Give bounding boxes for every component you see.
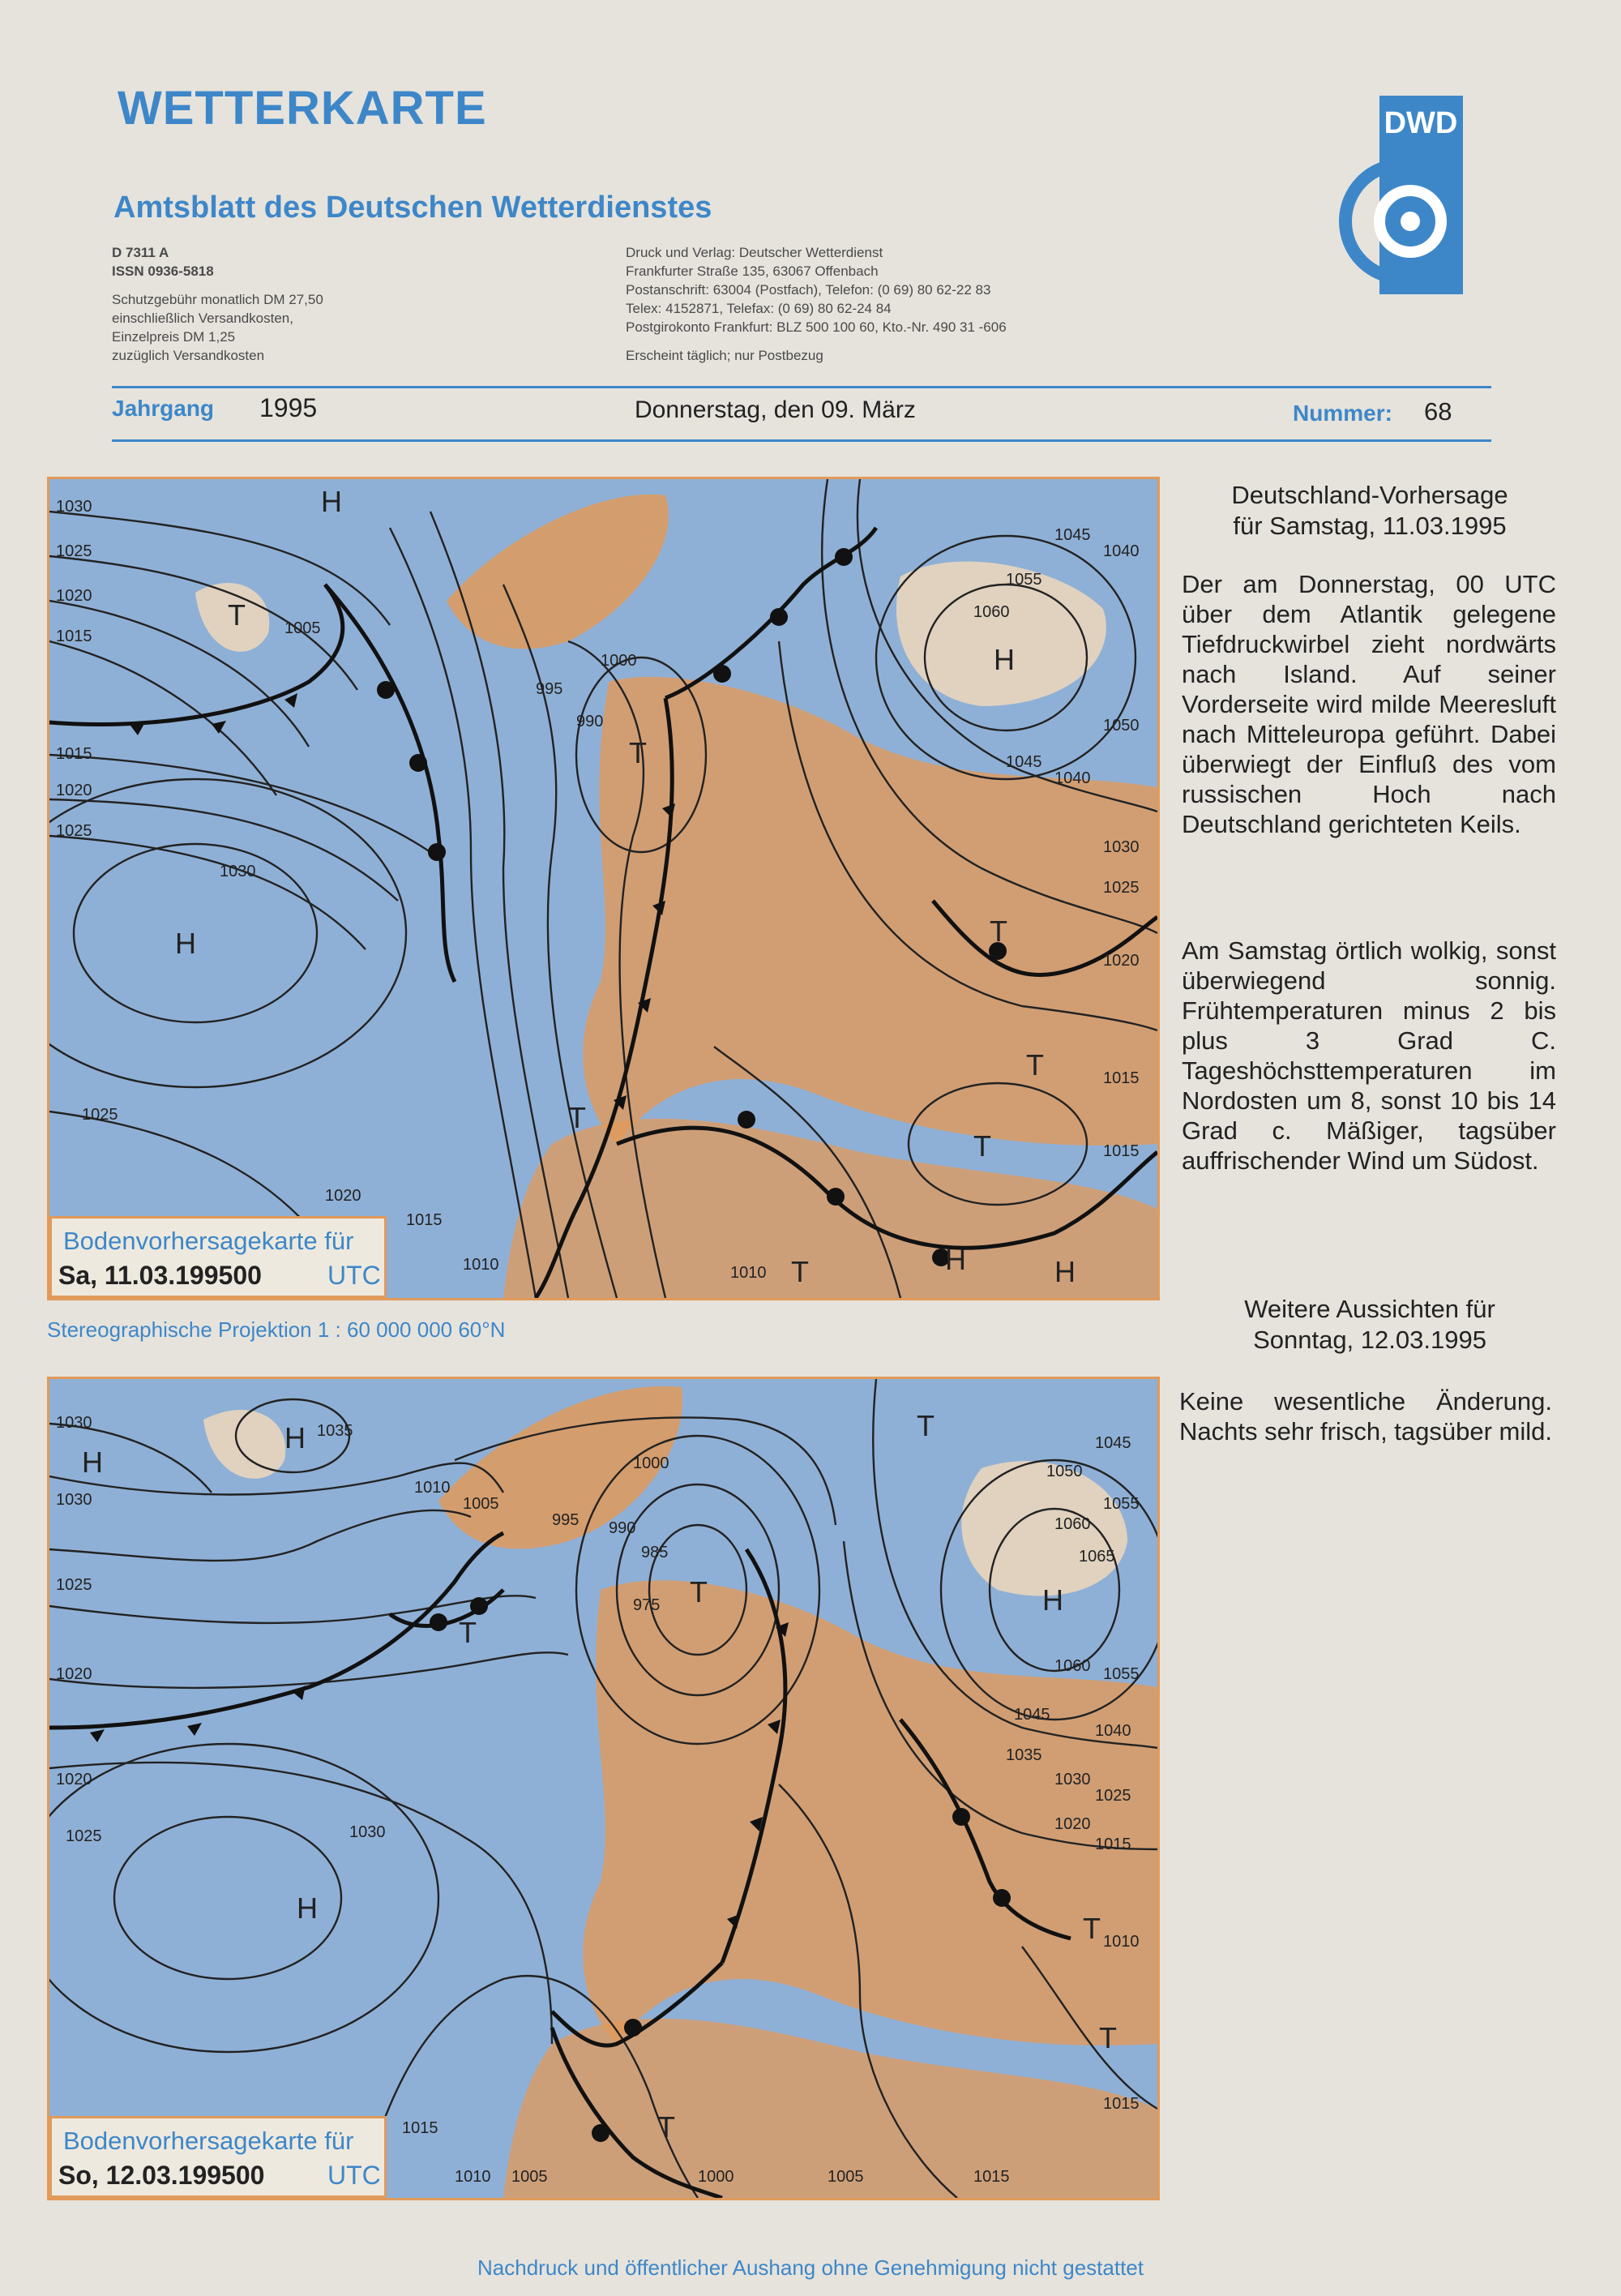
isobar-label: 1020	[1103, 952, 1140, 970]
isobar-label: 1015	[402, 2119, 438, 2137]
pressure-center-label: T	[228, 598, 246, 632]
isobar	[49, 1744, 438, 2052]
front-symbol	[713, 665, 731, 683]
isobar-label: 1020	[56, 782, 92, 799]
front-symbol	[827, 1188, 845, 1206]
forecast-title	[1183, 480, 1556, 542]
pressure-center-label: H	[1054, 1255, 1076, 1288]
meta-line: Erscheint täglich; nur Postbezug	[626, 348, 823, 363]
meta-line: Schutzgebühr monatlich DM 27,50	[112, 292, 323, 307]
isobar	[49, 1652, 568, 1688]
pressure-center-label: H	[284, 1421, 306, 1454]
front-symbol	[952, 1808, 970, 1826]
outlook-paragraph: Keine wesentliche Änderung. Nachts sehr frisch, tagsüber mild.	[1179, 1387, 1553, 1446]
meta-line: Frankfurter Straße 135, 63067 Offenbach	[626, 263, 879, 279]
outlook-title	[1183, 1294, 1556, 1356]
isobar-label: 990	[609, 1519, 636, 1537]
pressure-center-label: T	[657, 2110, 675, 2144]
isobar-label: 1045	[1006, 753, 1042, 771]
forecast-paragraph: Der am Donnerstag, 00 UTC über dem Atlantik gelegene Tiefdruckwirbel zieht nordwärts nach Island. Auf seiner Vorderseite wird milde Meeresluft nach Mitteleuropa geführt. Dabei überwiegt der Einfluß des vom russischen Hoch nach Deutschland gerichteten Keils.	[1182, 570, 1556, 838]
isobar-label: 1040	[1054, 769, 1091, 787]
caption-date-value: So, 12.03.1995	[58, 2161, 236, 2190]
isobar-label: 990	[576, 713, 604, 730]
front-symbol	[187, 1723, 202, 1736]
pressure-center-label: T	[990, 915, 1007, 948]
meta-line: Druck und Verlag: Deutscher Wetterdienst	[626, 245, 883, 260]
isobar-label: 1005	[463, 1495, 499, 1513]
pressure-center-label: H	[994, 643, 1015, 676]
front-symbol	[377, 681, 395, 699]
isobar-label: 1025	[56, 822, 92, 840]
isobar-label: 1005	[511, 2168, 548, 2186]
meta-line: zuzüglich Versandkosten	[112, 348, 265, 363]
pressure-center-label: H	[945, 1243, 966, 1276]
landmass-europe	[583, 1580, 1157, 2045]
isobar-label: 1060	[1054, 1515, 1091, 1533]
pressure-center-label: H	[321, 485, 342, 518]
landmass-russia	[961, 1461, 1127, 1596]
map-caption	[49, 2116, 387, 2198]
map-caption-date	[58, 1261, 262, 1291]
pressure-center-label: H	[297, 1891, 318, 1925]
pressure-center-label: T	[791, 1255, 809, 1288]
pressure-center-label: T	[690, 1575, 708, 1608]
isobar-label: 1035	[317, 1422, 353, 1440]
isobar-label: 1035	[1006, 1746, 1042, 1764]
meta-line: ISSN 0936-5818	[112, 263, 214, 279]
forecast-title-line: Deutschland-Vorhersage	[1231, 481, 1508, 509]
isobar-label: 1065	[1079, 1548, 1115, 1566]
map-caption-title: Bodenvorhersagekarte für	[63, 1227, 354, 1255]
isobar-label: 1030	[1054, 1771, 1091, 1788]
isobar-label: 1020	[1054, 1815, 1091, 1833]
map-caption-utc: UTC	[327, 1261, 381, 1290]
pressure-center-label: T	[973, 1129, 991, 1163]
isobar-label: 1020	[56, 1665, 92, 1683]
forecast-map-saturday	[47, 477, 1160, 1300]
caption-time-value: 00	[233, 1261, 262, 1290]
front-symbol	[835, 548, 853, 566]
isobar-label: 1025	[66, 1827, 102, 1845]
logo-swirl-core	[1401, 212, 1420, 231]
isobar-label: 1000	[601, 652, 637, 670]
isobar-label: 1000	[633, 1454, 669, 1472]
isobar-label: 1015	[1103, 1142, 1140, 1160]
isobar-label: 1015	[406, 1211, 443, 1229]
isobar-label: 1025	[56, 1576, 92, 1594]
caption-time-value: 00	[235, 2161, 265, 2190]
pressure-center-label: T	[568, 1101, 586, 1134]
isobar-label: 1025	[1095, 1787, 1131, 1805]
isobar-label: 1030	[56, 1491, 92, 1509]
map-graphic	[49, 1379, 1157, 2198]
landmass-russia	[896, 561, 1106, 706]
isobar	[49, 836, 366, 949]
front-symbol	[293, 1686, 306, 1700]
isobar-label: 1020	[56, 587, 92, 605]
isobar-label: 1010	[455, 2168, 491, 2186]
isobar-label: 1030	[1103, 838, 1140, 856]
isobar-label: 1060	[1054, 1657, 1091, 1675]
header-rule-bottom	[112, 439, 1491, 442]
forecast-title-line: für Samstag, 11.03.1995	[1233, 512, 1507, 540]
isobar-label: 1055	[1006, 571, 1042, 589]
outlook-title-line: Sonntag, 12.03.1995	[1253, 1326, 1486, 1354]
landmass-scandinavia	[447, 495, 669, 649]
front-symbol	[592, 2124, 609, 2142]
isobar-label: 1020	[325, 1187, 361, 1205]
isobar-label: 1040	[1095, 1722, 1131, 1740]
front-symbol	[428, 843, 446, 861]
isobar-label: 1020	[56, 1771, 92, 1788]
publication-info-right	[626, 243, 1112, 365]
isobar-label: 1030	[220, 863, 256, 880]
meta-line: Postgirokonto Frankfurt: BLZ 500 100 60, Kto.-Nr. 490 31 -606	[626, 319, 1007, 335]
isobar	[49, 1424, 212, 1493]
cold-front	[325, 585, 455, 982]
map-caption-title: Bodenvorhersagekarte für	[63, 2127, 354, 2155]
meta-line: einschließlich Versandkosten,	[112, 311, 293, 326]
isobar-label: 1015	[973, 2168, 1010, 2186]
meta-line: Telex: 4152871, Telefax: (0 69) 80 62-24 84	[626, 301, 892, 316]
isobar-label: 1045	[1095, 1434, 1131, 1452]
isobar	[49, 779, 406, 1087]
isobar-label: 1045	[1014, 1706, 1050, 1724]
isobar	[49, 641, 276, 795]
isobar-label: 1050	[1103, 717, 1140, 735]
dwd-logo	[1329, 96, 1463, 294]
caption-date-value: Sa, 11.03.1995	[58, 1261, 233, 1290]
meta-line: Einzelpreis DM 1,25	[112, 329, 236, 345]
pressure-center-label: T	[1026, 1048, 1044, 1082]
meta-line: Postanschrift: 63004 (Postfach), Telefon: (0 69) 80 62-22 83	[626, 282, 991, 298]
front-symbol	[409, 754, 427, 772]
isobar	[49, 1510, 471, 1561]
publication-info-left	[112, 243, 420, 365]
isobar-label: 1050	[1046, 1463, 1083, 1480]
map-graphic	[49, 479, 1157, 1298]
isobar-label: 1055	[1103, 1495, 1140, 1513]
isobar-label: 1060	[973, 603, 1010, 621]
pressure-center-label: H	[175, 927, 196, 960]
isobar-label: 1030	[56, 1414, 92, 1432]
isobar-label: 1005	[284, 619, 321, 637]
pressure-center-label: T	[917, 1409, 935, 1442]
outlook-title-line: Weitere Aussichten für	[1244, 1295, 1495, 1323]
pressure-center-label: T	[459, 1616, 477, 1649]
isobar-label: 1055	[1103, 1665, 1140, 1683]
front-symbol	[212, 721, 226, 734]
front-symbol	[430, 1613, 447, 1631]
isobar-label: 1010	[1103, 1933, 1140, 1951]
isobar-label: 1025	[1103, 879, 1140, 897]
forecast-paragraph: Am Samstag örtlich wolkig, sonst überwiegend sonnig. Frühtemperaturen minus 2 bis plus 3 Grad C. Tageshöchsttemperaturen im Nordosten um 8, sonst 10 bis 14 Grad c. Mäßiger, tagsüber auffrischender Wind um Südost.	[1182, 936, 1556, 1175]
logo-text: DWD	[1384, 106, 1458, 140]
pressure-center-label: H	[82, 1446, 103, 1479]
isobar-label: 1025	[56, 542, 92, 560]
isobar-label: 1025	[82, 1106, 118, 1124]
front-symbol	[90, 1729, 105, 1742]
isobar-label: 975	[633, 1596, 661, 1614]
isobar-label: 1030	[56, 498, 92, 516]
isobar-label: 1045	[1054, 526, 1091, 544]
projection-note: Stereographische Projektion 1 : 60 000 000 60°N	[47, 1317, 506, 1342]
map-caption-utc: UTC	[327, 2161, 381, 2190]
page-subtitle: Amtsblatt des Deutschen Wetterdienstes	[113, 191, 712, 225]
front-symbol	[993, 1889, 1011, 1907]
isobar-label: 1030	[349, 1823, 386, 1841]
pressure-center-label: T	[1099, 2021, 1117, 2054]
isobar-label: 1015	[1103, 2095, 1140, 2113]
landmass-europe	[583, 677, 1157, 1146]
issue-number-label: Nummer:	[1293, 401, 1392, 426]
page-title: WETTERKARTE	[118, 82, 487, 135]
isobar-label: 995	[536, 680, 563, 698]
isobar-label: 1015	[1095, 1836, 1131, 1853]
year-label: Jahrgang	[112, 396, 215, 421]
forecast-map-sunday	[47, 1377, 1160, 2200]
isobar-label: 1000	[698, 2168, 734, 2186]
front-symbol	[624, 2019, 642, 2037]
front-symbol	[470, 1597, 488, 1615]
issue-number-value: 68	[1424, 397, 1452, 426]
isobar	[49, 799, 398, 901]
isobar-label: 1010	[414, 1479, 451, 1497]
issue-date: Donnerstag, den 09. März	[635, 396, 916, 423]
front-symbol	[738, 1111, 755, 1129]
isobar-label: 1005	[828, 2168, 864, 2186]
isobar-label: 1015	[56, 745, 92, 763]
meta-line: D 7311 A	[112, 245, 169, 260]
pressure-center-label: H	[1042, 1583, 1063, 1617]
map-caption	[49, 1216, 387, 1298]
meta-line	[626, 336, 1112, 346]
isobar-label: 1010	[730, 1264, 767, 1282]
map-caption-date	[58, 2161, 264, 2191]
header-rule-top	[112, 386, 1491, 388]
landmass-greenland	[203, 1410, 285, 1479]
isobar-label: 995	[552, 1511, 580, 1529]
copyright-notice: Nachdruck und öffentlicher Aushang ohne Genehmigung nicht gestattet	[477, 2255, 1144, 2280]
isobar	[49, 755, 430, 852]
pressure-center-label: T	[1083, 1912, 1101, 1945]
front-symbol	[770, 608, 788, 626]
isobar-label: 1015	[56, 628, 92, 645]
isobar-label: 1010	[463, 1256, 499, 1274]
isobar-label: 985	[641, 1544, 669, 1561]
isobar-label: 1040	[1103, 542, 1140, 560]
front-symbol	[284, 693, 297, 708]
year-value: 1995	[259, 393, 318, 422]
pressure-center-label: T	[629, 736, 647, 769]
isobar-label: 1015	[1103, 1069, 1140, 1087]
meta-line	[112, 281, 420, 290]
